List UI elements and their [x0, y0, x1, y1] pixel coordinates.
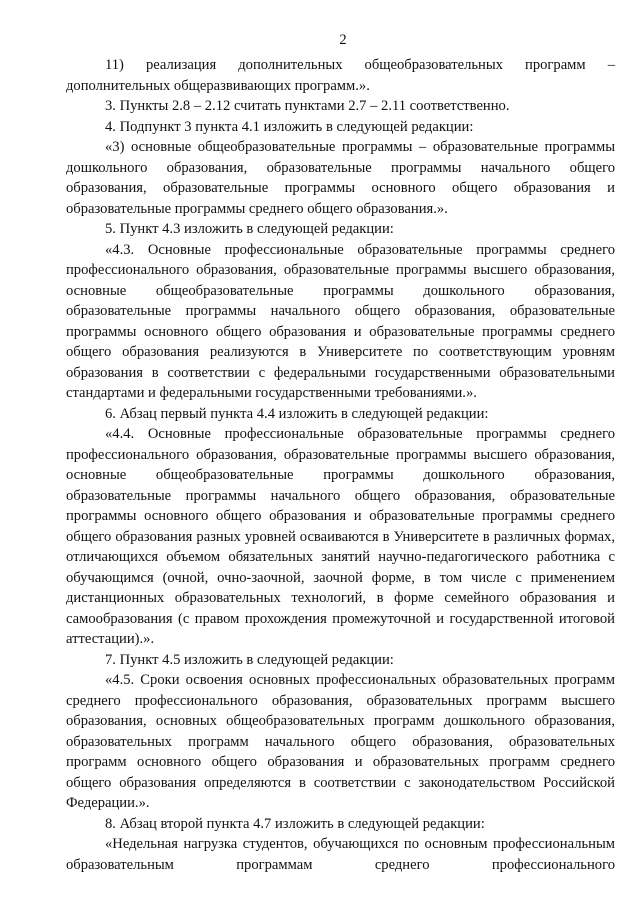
paragraph-4: «3) основные общеобразовательные программы – образовательные программы дошкольного образования, образовательные программы начального общего образования, образовательные программы основного общего образования и образовательные программы среднего общего образования.». [66, 139, 615, 217]
paragraph-3: 4. Подпункт 3 пункта 4.1 изложить в следующей редакции: [105, 118, 474, 135]
paragraph-10: «4.5. Сроки освоения основных профессиональных образовательных программ среднего профессионального образования, образовательных программ высшего образования, основных общеобразовательных программ дошкольного образования, образовательных программ начального общего образования, образовательных программ основного общего образования и образовательных программ среднего общего образования определяются в соответствии с законодательством Российской Федерации.». [66, 672, 615, 811]
paragraph-11: 8. Абзац второй пункта 4.7 изложить в следующей редакции: [105, 815, 485, 832]
paragraph-2: 3. Пункты 2.8 – 2.12 считать пунктами 2.7 – 2.11 соответственно. [105, 98, 510, 114]
page-number: 2 [339, 32, 347, 48]
document-body [66, 55, 615, 875]
paragraph-1: 11) реализация дополнительных общеобразовательных программ – дополнительных общеразвивающих программ.». [66, 57, 615, 94]
paragraph-9: 7. Пункт 4.5 изложить в следующей редакции: [105, 651, 394, 668]
paragraph-6: «4.3. Основные профессиональные образовательные программы среднего профессионального образования, образовательные программы высшего образования, основные общеобразовательные программы дошкольного образования, образовательные программы начального общего образования, образовательные программы основного общего образования и образовательные программы среднего общего образования реализуются в Университете по соответствующим уровням образования в соответствии с федеральными государственными образовательными стандартами и федеральными государственными требованиями.». [66, 241, 615, 401]
paragraph-7: 6. Абзац первый пункта 4.4 изложить в следующей редакции: [105, 405, 489, 422]
paragraph-5: 5. Пункт 4.3 изложить в следующей редакции: [105, 221, 394, 237]
paragraph-8: «4.4. Основные профессиональные образовательные программы среднего профессионального образования, образовательные программы высшего образования, основные общеобразовательные программы дошкольного образования, образовательные программы начального общего образования, образовательные программы основного общего образования и образовательные программы среднего общего образования разных уровней осваиваются в Университете в различных формах, отличающихся объемом обязательных занятий научно-педагогического работника с обучающимся (очной, очно-заочной, заочной форме, в том числе с применением дистанционных образовательных технологий, в форме семейного образования и самообразования (с правом прохождения промежуточной и государственной итоговой аттестации).». [66, 426, 615, 647]
paragraph-12: «Недельная нагрузка студентов, обучающихся по основным профессиональным образовательным программам среднего профессионального [66, 836, 615, 873]
